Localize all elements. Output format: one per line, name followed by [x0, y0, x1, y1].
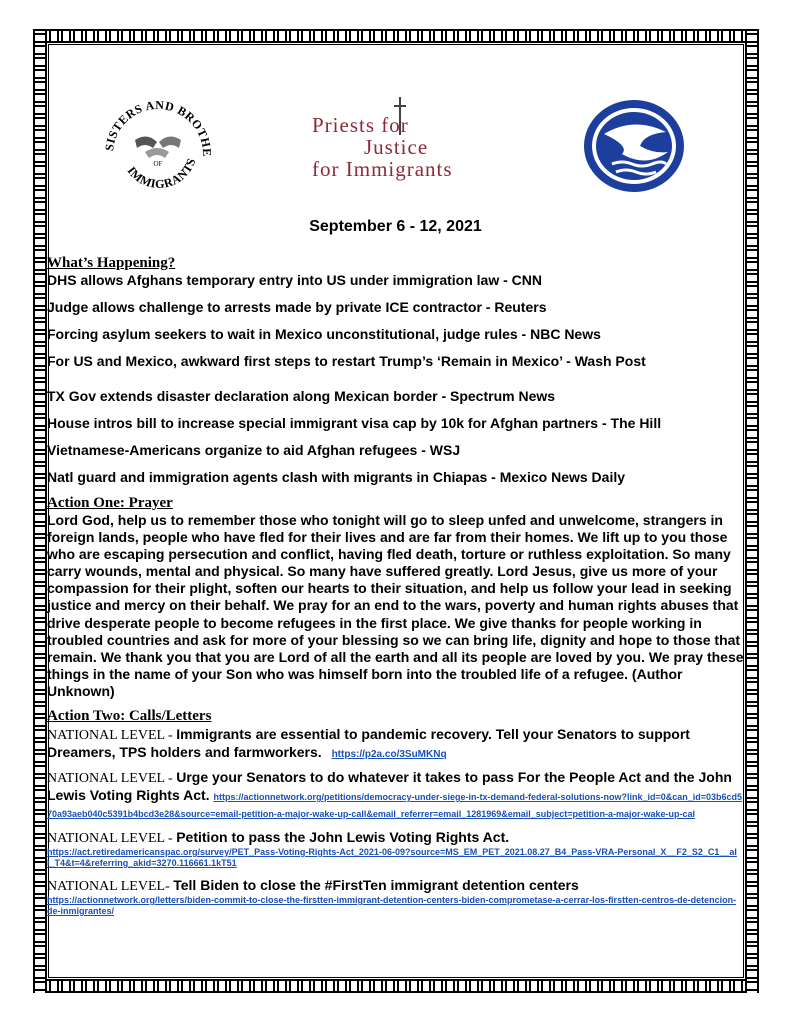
dove-icon: [582, 98, 687, 194]
action-item: [47, 726, 747, 761]
priests-for-justice-logo: [312, 95, 477, 185]
action-text: Tell Biden to close the #FirstTen immigrant detention centers: [173, 877, 579, 894]
border-top: [33, 29, 759, 43]
action-item: [47, 877, 747, 917]
action-item: [47, 769, 747, 821]
news-item[interactable]: House intros bill to increase special immigrant visa cap by 10k for Afghan partners - The Hill: [47, 415, 662, 431]
news-item[interactable]: TX Gov extends disaster declaration along Mexican border - Spectrum News: [47, 388, 556, 404]
action-item: [47, 829, 747, 869]
level-label: NATIONAL LEVEL-: [47, 879, 174, 895]
action-two-heading: Action Two: Calls/Letters: [47, 708, 212, 725]
hands-circle-icon: [95, 92, 220, 197]
action-link[interactable]: https://actionnetwork.org/petitions/democracy-under-siege-in-tx-demand-federal-solutions-now?link_id=0&can_id=03b6cd570a93aeb040c5391b4bcd3e28&source=email-petition-a-major-wake-up-call&email_referrer=email_1281969&email_subject=petition-a-major-wake-up-cal: [47, 792, 743, 820]
newsletter-content: [47, 254, 747, 917]
action-text: Immigrants are essential to pandemic recovery. Tell your Senators to support Dreamers, TPS holders and farmworkers.: [47, 726, 690, 761]
border-bottom: [33, 979, 759, 993]
news-list: [47, 272, 747, 486]
dove-logo: [582, 98, 687, 194]
news-item[interactable]: Judge allows challenge to arrests made by private ICE contractor - Reuters: [47, 299, 547, 315]
news-item[interactable]: Natl guard and immigration agents clash with migrants in Chiapas - Mexico News Daily: [47, 469, 626, 485]
news-item[interactable]: Vietnamese-Americans organize to aid Afghan refugees - WSJ: [47, 442, 461, 458]
news-item[interactable]: DHS allows Afghans temporary entry into US under immigration law - CNN: [47, 272, 542, 288]
action-link[interactable]: https://act.retiredamericanspac.org/survey/PET_Pass-Voting-Rights-Act_2021-06-09?source=MS_EM_PET_2021.08.27_B4_Pass-VRA-Personal_X__F2_S2_C1__all_T4&t=4&referring_akid=3270.116661.1kT51: [47, 847, 737, 869]
border-left: [33, 29, 47, 993]
news-item[interactable]: Forcing asylum seekers to wait in Mexico unconstitutional, judge rules - NBC News: [47, 326, 601, 342]
logo-line-2: Justice: [364, 135, 429, 159]
action-link[interactable]: https://actionnetwork.org/letters/biden-commit-to-close-the-firstten-immigrant-detention-centers-biden-comprometase-a-cerrar-los-firstten-centros-de-detencion-de-inmigrantes/: [47, 895, 737, 917]
action-text: Petition to pass the John Lewis Voting Rights Act.: [176, 829, 510, 846]
logo-line-1: Priests for: [312, 113, 409, 137]
level-label: NATIONAL LEVEL -: [47, 771, 177, 787]
svg-text:SISTERS AND BROTHERS: SISTERS AND BROTHE: [102, 97, 215, 158]
news-item[interactable]: For US and Mexico, awkward first steps to restart Trump’s ‘Remain in Mexico’ - Wash Post: [47, 353, 646, 369]
action-link[interactable]: https://p2a.co/3SuMKNq: [331, 749, 447, 761]
action-one-heading: Action One: Prayer: [47, 495, 173, 511]
sisters-brothers-logo: [95, 92, 220, 197]
logo-line-3: for Immigrants: [312, 157, 453, 181]
action-text: Urge your Senators to do whatever it takes to pass For the People Act and the John Lewis Voting Rights Act.: [47, 769, 732, 804]
svg-text:IMMIGRANTS: IMMIGRANTS: [124, 155, 199, 191]
svg-text:OF: OF: [153, 160, 163, 168]
whats-happening-heading: What’s Happening?: [47, 255, 176, 271]
level-label: NATIONAL LEVEL -: [47, 728, 177, 744]
level-label: NATIONAL LEVEL -: [47, 831, 177, 847]
border-right: [745, 29, 759, 993]
prayer-text: Lord God, help us to remember those who tonight will go to sleep unfed and unwelcome, strangers in foreign lands, people who have fled for their lives and are far from their homes. We lift up to you those who are escaping persecution and conflict, having fled death, torture or ruthless exploitation. So many carry wounds, mental and physical. So many have suffered greatly. Lord Jesus, give us more of your compassion for their plight, soften our hearts to their situation, and help us follow your lead in seeking justice and mercy on their behalf. We pray for an end to the wars, poverty and human rights abuses that drive desperate people to become refugees in the first place. We give thanks for people working in troubled countries and ask for more of your blessing so we can bring life, dignity and hope to those that remain. We thank you that you are Lord of all the earth and all its people are loved by you. We pray these things in the name of your Son who was himself born into the troubled life of a refugee. (Author Unknown): [47, 512, 744, 699]
date-range: September 6 - 12, 2021: [309, 218, 482, 235]
